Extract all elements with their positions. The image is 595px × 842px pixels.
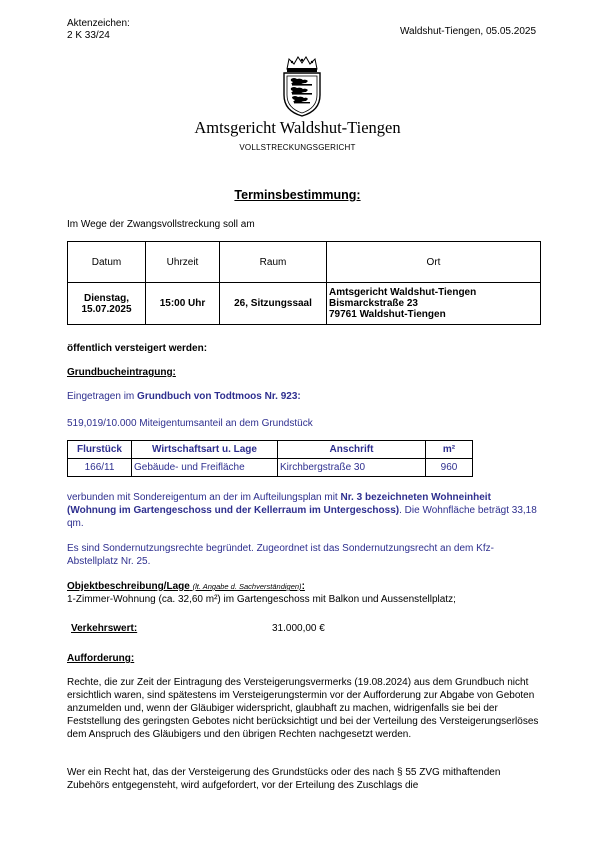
aufforderung-paragraph: Rechte, die zur Zeit der Eintragung des Versteigerungsvermerks (19.08.2024) aus dem Grundbuch nicht ersichtlich waren, sind spätestens im Versteigerungstermin vor der Aufforderung zur Abgabe von Geboten anzumelden und, wenn der Gläubiger widerspricht, glaubhaft zu machen, widrigenfalls sie bei der Feststellung des geringsten Gebotes nicht berücksichtigt und bei der Verteilung des Versteigerungserlöses dem Anspruch des Gläubigers und den übrigen Rechten nachgesetzt werden. <box>67 677 539 740</box>
cell-datum <box>68 283 146 325</box>
coat-of-arms-icon <box>280 55 324 117</box>
header-ort: Ort <box>327 242 541 283</box>
cell-flaeche: 960 <box>426 459 473 477</box>
ort-line-2: Bismarckstraße 23 <box>329 298 418 309</box>
aufforderung-heading: Aufforderung: <box>67 653 135 664</box>
grundbuch-heading: Grundbucheintragung: <box>67 367 176 378</box>
verkehrswert-value: 31.000,00 € <box>272 623 325 634</box>
header-flurstueck: Flurstück <box>68 441 132 459</box>
objekt-heading-note: (lt. Angabe d. Sachverständigen) <box>192 582 302 591</box>
cell-wirtschaftsart: Gebäude- und Freifläche <box>132 459 278 477</box>
grundbuch-entry-name: Grundbuch von Todtmoos Nr. 923: <box>137 391 301 402</box>
cell-flurstueck: 166/11 <box>68 459 132 477</box>
datum-date: 15.07.2025 <box>81 303 132 315</box>
table-row <box>68 459 473 477</box>
aktenzeichen-label: Aktenzeichen: <box>67 18 130 29</box>
court-department: VOLLSTRECKUNGSGERICHT <box>239 143 356 152</box>
cell-uhrzeit: 15:00 Uhr <box>146 283 220 325</box>
miteigentum-text: 519,019/10.000 Miteigentumsanteil an dem Grundstück <box>67 418 313 429</box>
header-uhrzeit: Uhrzeit <box>146 242 220 283</box>
appointment-table <box>67 241 541 325</box>
sondernutzung-text: Es sind Sondernutzungsrechte begründet. Zugeordnet ist das Sondernutzungsrecht an dem Kfz-Abstellplatz Nr. 25. <box>67 543 494 567</box>
parcel-table <box>67 440 473 477</box>
aktenzeichen-value: 2 K 33/24 <box>67 30 110 41</box>
objekt-heading <box>67 580 305 593</box>
header-raum: Raum <box>220 242 327 283</box>
sondereigentum-part3: . Die Wohnfläche beträgt 33,18 qm. <box>67 505 537 529</box>
header-datum: Datum <box>68 242 146 283</box>
header-flaeche: m² <box>426 441 473 459</box>
verkehrswert-label: Verkehrswert: <box>71 623 138 634</box>
sondereigentum-unit: Nr. 3 bezeichneten Wohneinheit (Wohnung im Gartengeschoss und der Kellerraum im Untergeschoss) <box>67 492 491 516</box>
datum-weekday: Dienstag, <box>83 292 129 304</box>
court-name: Amtsgericht Waldshut-Tiengen <box>194 118 401 137</box>
header-wirtschaftsart: Wirtschaftsart u. Lage <box>132 441 278 459</box>
intro-text: Im Wege der Zwangsvollstreckung soll am <box>67 219 255 230</box>
ort-line-1: Amtsgericht Waldshut-Tiengen <box>329 287 477 298</box>
grundbuch-entry-prefix: Eingetragen im <box>67 391 138 402</box>
ort-line-3: 79761 Waldshut-Tiengen <box>329 309 446 320</box>
versteigert-text: öffentlich versteigert werden: <box>67 343 208 354</box>
cell-raum: 26, Sitzungssaal <box>220 283 327 325</box>
sondereigentum-part1: verbunden mit Sondereigentum an der im Aufteilungsplan mit <box>67 492 341 503</box>
objekt-description: 1-Zimmer-Wohnung (ca. 32,60 m²) im Gartengeschoss mit Balkon und Aussenstellplatz; <box>67 594 456 605</box>
objekt-heading-colon: : <box>301 581 305 592</box>
aktenzeichen <box>67 18 130 42</box>
recht-paragraph: Wer ein Recht hat, das der Versteigerung des Grundstücks oder des nach § 55 ZVG mithaftenden Zubehörs entgegensteht, wird aufgefordert, vor der Erteilung des Zuschlags die <box>67 767 501 791</box>
document-title: Terminsbestimmung: <box>234 188 361 202</box>
place-date: Waldshut-Tiengen, 05.05.2025 <box>399 26 536 37</box>
sondereigentum-text <box>67 491 542 530</box>
appointment-table-header <box>68 242 541 283</box>
header-anschrift: Anschrift <box>278 441 426 459</box>
cell-ort <box>327 283 541 325</box>
cell-anschrift: Kirchbergstraße 30 <box>278 459 426 477</box>
objekt-heading-label: Objektbeschreibung/Lage <box>67 581 190 592</box>
appointment-table-row <box>68 283 541 325</box>
grundbuch-entry <box>67 390 301 403</box>
parcel-table-header <box>68 441 473 459</box>
